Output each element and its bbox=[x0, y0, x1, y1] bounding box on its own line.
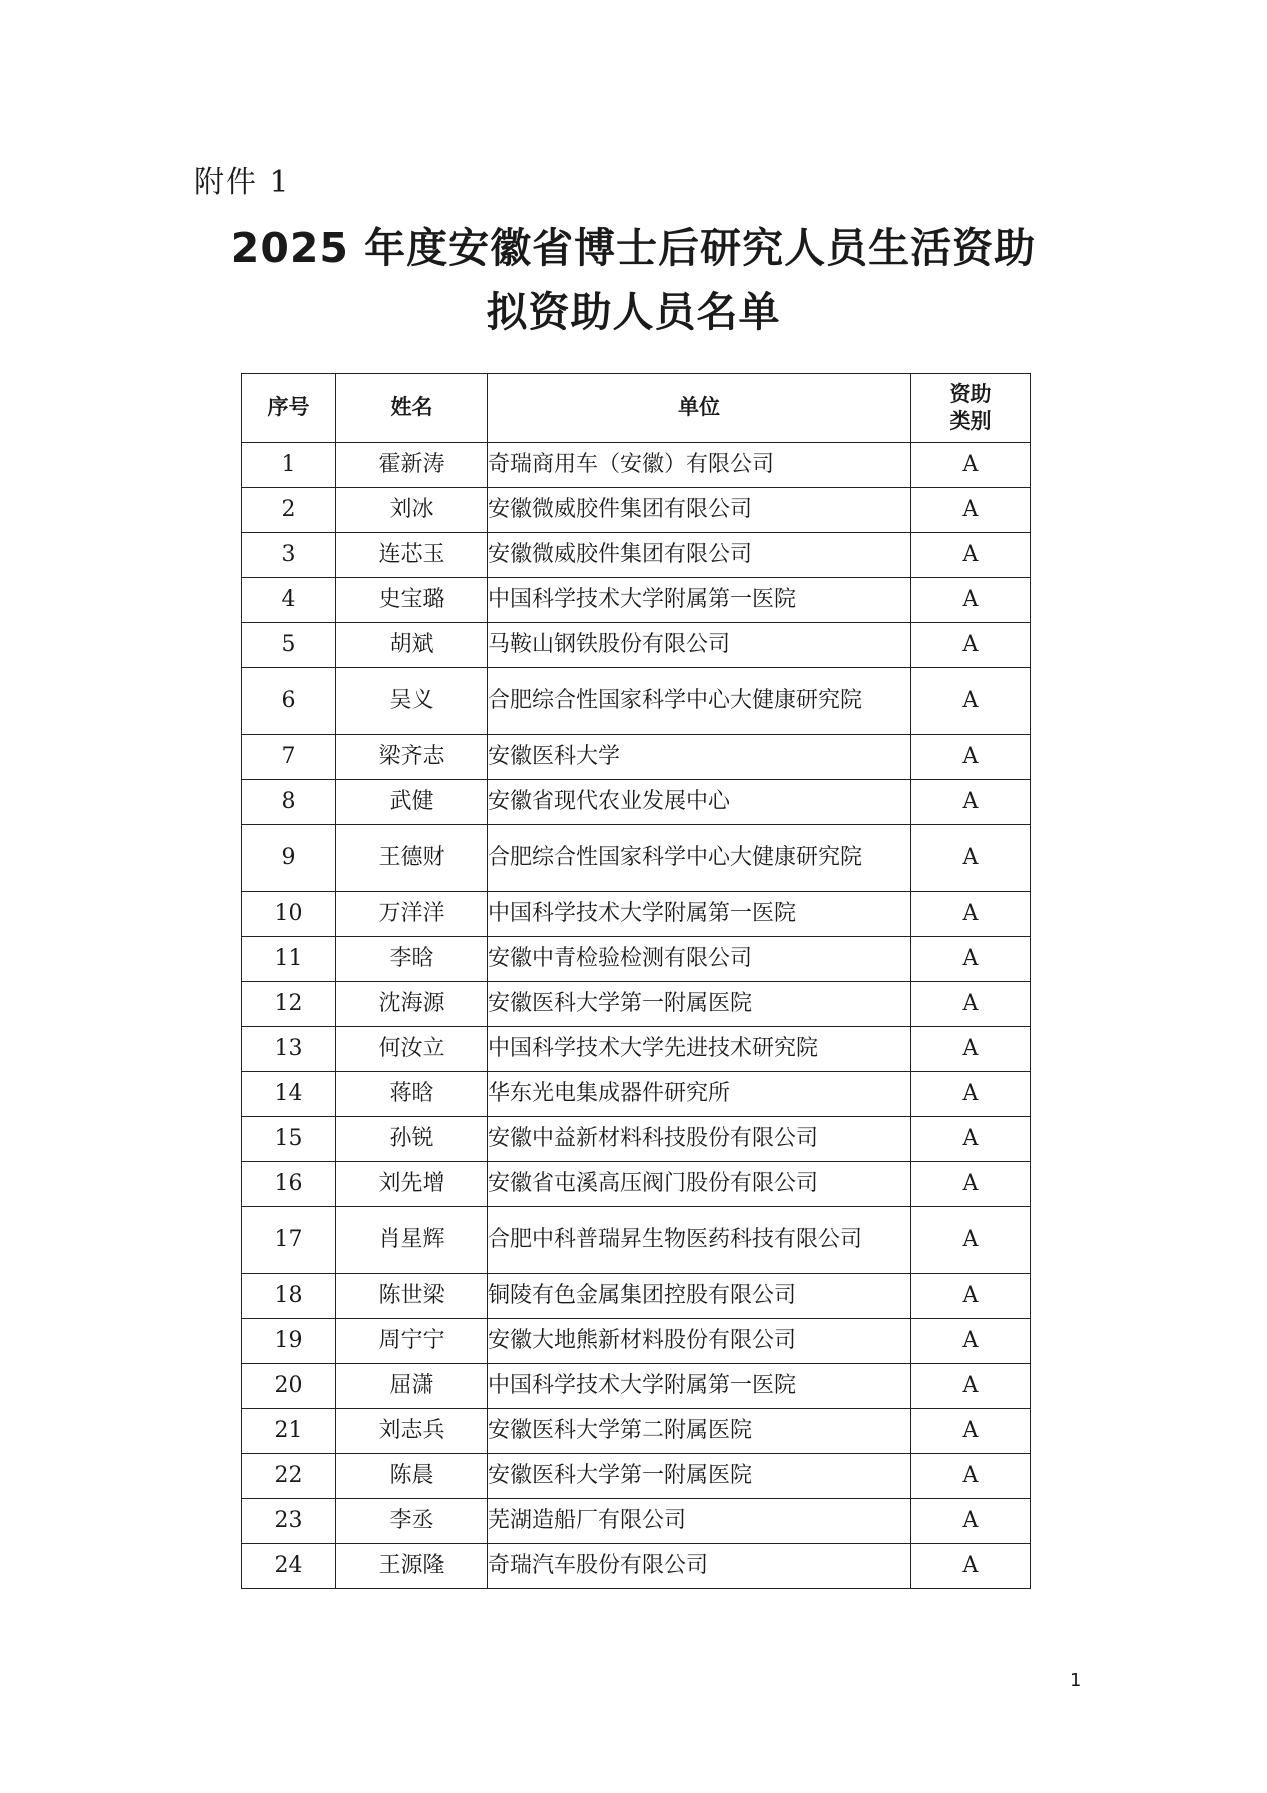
cell-seq: 13 bbox=[242, 1027, 336, 1072]
cell-unit: 奇瑞汽车股份有限公司 bbox=[488, 1544, 911, 1589]
cell-category: A bbox=[911, 825, 1031, 892]
cell-seq: 9 bbox=[242, 825, 336, 892]
cell-unit: 安徽省屯溪高压阀门股份有限公司 bbox=[488, 1162, 911, 1207]
cell-unit: 合肥综合性国家科学中心大健康研究院 bbox=[488, 825, 911, 892]
cell-unit: 合肥中科普瑞昇生物医药科技有限公司 bbox=[488, 1207, 911, 1274]
table-row bbox=[242, 1117, 1031, 1162]
cell-unit: 安徽中青检验检测有限公司 bbox=[488, 937, 911, 982]
cell-name: 霍新涛 bbox=[336, 443, 488, 488]
table-row bbox=[242, 443, 1031, 488]
cell-unit: 安徽微威胶件集团有限公司 bbox=[488, 488, 911, 533]
table-row bbox=[242, 892, 1031, 937]
table-row bbox=[242, 1274, 1031, 1319]
cell-name: 孙锐 bbox=[336, 1117, 488, 1162]
cell-name: 吴义 bbox=[336, 668, 488, 735]
cell-category: A bbox=[911, 937, 1031, 982]
cell-seq: 15 bbox=[242, 1117, 336, 1162]
cell-unit: 马鞍山钢铁股份有限公司 bbox=[488, 623, 911, 668]
cell-unit: 安徽大地熊新材料股份有限公司 bbox=[488, 1319, 911, 1364]
header-unit: 单位 bbox=[488, 374, 911, 443]
cell-category: A bbox=[911, 780, 1031, 825]
header-name: 姓名 bbox=[336, 374, 488, 443]
cell-name: 沈海源 bbox=[336, 982, 488, 1027]
cell-category: A bbox=[911, 443, 1031, 488]
cell-name: 王源隆 bbox=[336, 1544, 488, 1589]
cell-seq: 7 bbox=[242, 735, 336, 780]
table-header-row bbox=[242, 374, 1031, 443]
cell-name: 史宝璐 bbox=[336, 578, 488, 623]
table-row bbox=[242, 982, 1031, 1027]
table-row bbox=[242, 668, 1031, 735]
table-body bbox=[242, 443, 1031, 1589]
cell-seq: 2 bbox=[242, 488, 336, 533]
table-row bbox=[242, 1499, 1031, 1544]
cell-category: A bbox=[911, 1319, 1031, 1364]
cell-category: A bbox=[911, 533, 1031, 578]
cell-name: 万洋洋 bbox=[336, 892, 488, 937]
cell-name: 刘先增 bbox=[336, 1162, 488, 1207]
table-row bbox=[242, 937, 1031, 982]
cell-unit: 安徽省现代农业发展中心 bbox=[488, 780, 911, 825]
cell-category: A bbox=[911, 1274, 1031, 1319]
attachment-label: 附件 1 bbox=[194, 165, 291, 200]
cell-unit: 中国科学技术大学附属第一医院 bbox=[488, 892, 911, 937]
cell-unit: 安徽微威胶件集团有限公司 bbox=[488, 533, 911, 578]
table-row bbox=[242, 623, 1031, 668]
header-category-line1: 资助 bbox=[949, 381, 992, 406]
cell-name: 武健 bbox=[336, 780, 488, 825]
cell-category: A bbox=[911, 1544, 1031, 1589]
cell-seq: 14 bbox=[242, 1072, 336, 1117]
table-row bbox=[242, 1409, 1031, 1454]
cell-seq: 20 bbox=[242, 1364, 336, 1409]
cell-seq: 3 bbox=[242, 533, 336, 578]
cell-seq: 23 bbox=[242, 1499, 336, 1544]
cell-category: A bbox=[911, 1072, 1031, 1117]
header-category-line2: 类别 bbox=[949, 409, 992, 433]
cell-category: A bbox=[911, 1162, 1031, 1207]
cell-category: A bbox=[911, 982, 1031, 1027]
cell-seq: 6 bbox=[242, 668, 336, 735]
table-row bbox=[242, 780, 1031, 825]
table-row bbox=[242, 1072, 1031, 1117]
cell-name: 刘冰 bbox=[336, 488, 488, 533]
cell-unit: 中国科学技术大学先进技术研究院 bbox=[488, 1027, 911, 1072]
table-row bbox=[242, 1454, 1031, 1499]
cell-category: A bbox=[911, 1364, 1031, 1409]
cell-seq: 17 bbox=[242, 1207, 336, 1274]
cell-unit: 安徽医科大学 bbox=[488, 735, 911, 780]
cell-seq: 5 bbox=[242, 623, 336, 668]
cell-category: A bbox=[911, 735, 1031, 780]
page-number: 1 bbox=[1070, 1670, 1082, 1691]
cell-category: A bbox=[911, 1207, 1031, 1274]
header-category bbox=[911, 374, 1031, 443]
cell-seq: 19 bbox=[242, 1319, 336, 1364]
cell-seq: 16 bbox=[242, 1162, 336, 1207]
cell-name: 何汝立 bbox=[336, 1027, 488, 1072]
cell-name: 陈世梁 bbox=[336, 1274, 488, 1319]
cell-name: 李丞 bbox=[336, 1499, 488, 1544]
cell-unit: 中国科学技术大学附属第一医院 bbox=[488, 578, 911, 623]
cell-seq: 12 bbox=[242, 982, 336, 1027]
table-row bbox=[242, 825, 1031, 892]
document-title-line2: 拟资助人员名单 bbox=[486, 288, 781, 336]
cell-unit: 奇瑞商用车（安徽）有限公司 bbox=[488, 443, 911, 488]
cell-seq: 10 bbox=[242, 892, 336, 937]
cell-name: 王德财 bbox=[336, 825, 488, 892]
cell-category: A bbox=[911, 1117, 1031, 1162]
cell-name: 梁齐志 bbox=[336, 735, 488, 780]
cell-name: 肖星辉 bbox=[336, 1207, 488, 1274]
cell-unit: 合肥综合性国家科学中心大健康研究院 bbox=[488, 668, 911, 735]
cell-name: 刘志兵 bbox=[336, 1409, 488, 1454]
cell-category: A bbox=[911, 668, 1031, 735]
cell-seq: 1 bbox=[242, 443, 336, 488]
cell-seq: 24 bbox=[242, 1544, 336, 1589]
cell-unit: 安徽医科大学第二附属医院 bbox=[488, 1409, 911, 1454]
cell-seq: 21 bbox=[242, 1409, 336, 1454]
cell-category: A bbox=[911, 1027, 1031, 1072]
cell-name: 陈晨 bbox=[336, 1454, 488, 1499]
cell-seq: 8 bbox=[242, 780, 336, 825]
cell-category: A bbox=[911, 1454, 1031, 1499]
document-title-line1: 2025 年度安徽省博士后研究人员生活资助 bbox=[230, 224, 1037, 272]
cell-unit: 安徽中益新材料科技股份有限公司 bbox=[488, 1117, 911, 1162]
roster-table bbox=[241, 373, 1031, 1589]
table-row bbox=[242, 735, 1031, 780]
cell-seq: 22 bbox=[242, 1454, 336, 1499]
header-seq: 序号 bbox=[242, 374, 336, 443]
cell-unit: 中国科学技术大学附属第一医院 bbox=[488, 1364, 911, 1409]
table-row bbox=[242, 1319, 1031, 1364]
cell-category: A bbox=[911, 578, 1031, 623]
cell-seq: 4 bbox=[242, 578, 336, 623]
cell-category: A bbox=[911, 623, 1031, 668]
cell-category: A bbox=[911, 1409, 1031, 1454]
cell-seq: 18 bbox=[242, 1274, 336, 1319]
cell-name: 胡斌 bbox=[336, 623, 488, 668]
table-row bbox=[242, 533, 1031, 578]
table-row bbox=[242, 1207, 1031, 1274]
cell-category: A bbox=[911, 1499, 1031, 1544]
cell-unit: 安徽医科大学第一附属医院 bbox=[488, 1454, 911, 1499]
cell-category: A bbox=[911, 488, 1031, 533]
cell-name: 蒋晗 bbox=[336, 1072, 488, 1117]
cell-name: 连芯玉 bbox=[336, 533, 488, 578]
cell-unit: 芜湖造船厂有限公司 bbox=[488, 1499, 911, 1544]
cell-name: 屈潇 bbox=[336, 1364, 488, 1409]
table-row bbox=[242, 488, 1031, 533]
cell-name: 周宁宁 bbox=[336, 1319, 488, 1364]
cell-unit: 华东光电集成器件研究所 bbox=[488, 1072, 911, 1117]
cell-unit: 铜陵有色金属集团控股有限公司 bbox=[488, 1274, 911, 1319]
cell-seq: 11 bbox=[242, 937, 336, 982]
table-row bbox=[242, 1364, 1031, 1409]
table-row bbox=[242, 1027, 1031, 1072]
table-row bbox=[242, 578, 1031, 623]
cell-name: 李晗 bbox=[336, 937, 488, 982]
cell-category: A bbox=[911, 892, 1031, 937]
cell-unit: 安徽医科大学第一附属医院 bbox=[488, 982, 911, 1027]
table-row bbox=[242, 1162, 1031, 1207]
table-row bbox=[242, 1544, 1031, 1589]
